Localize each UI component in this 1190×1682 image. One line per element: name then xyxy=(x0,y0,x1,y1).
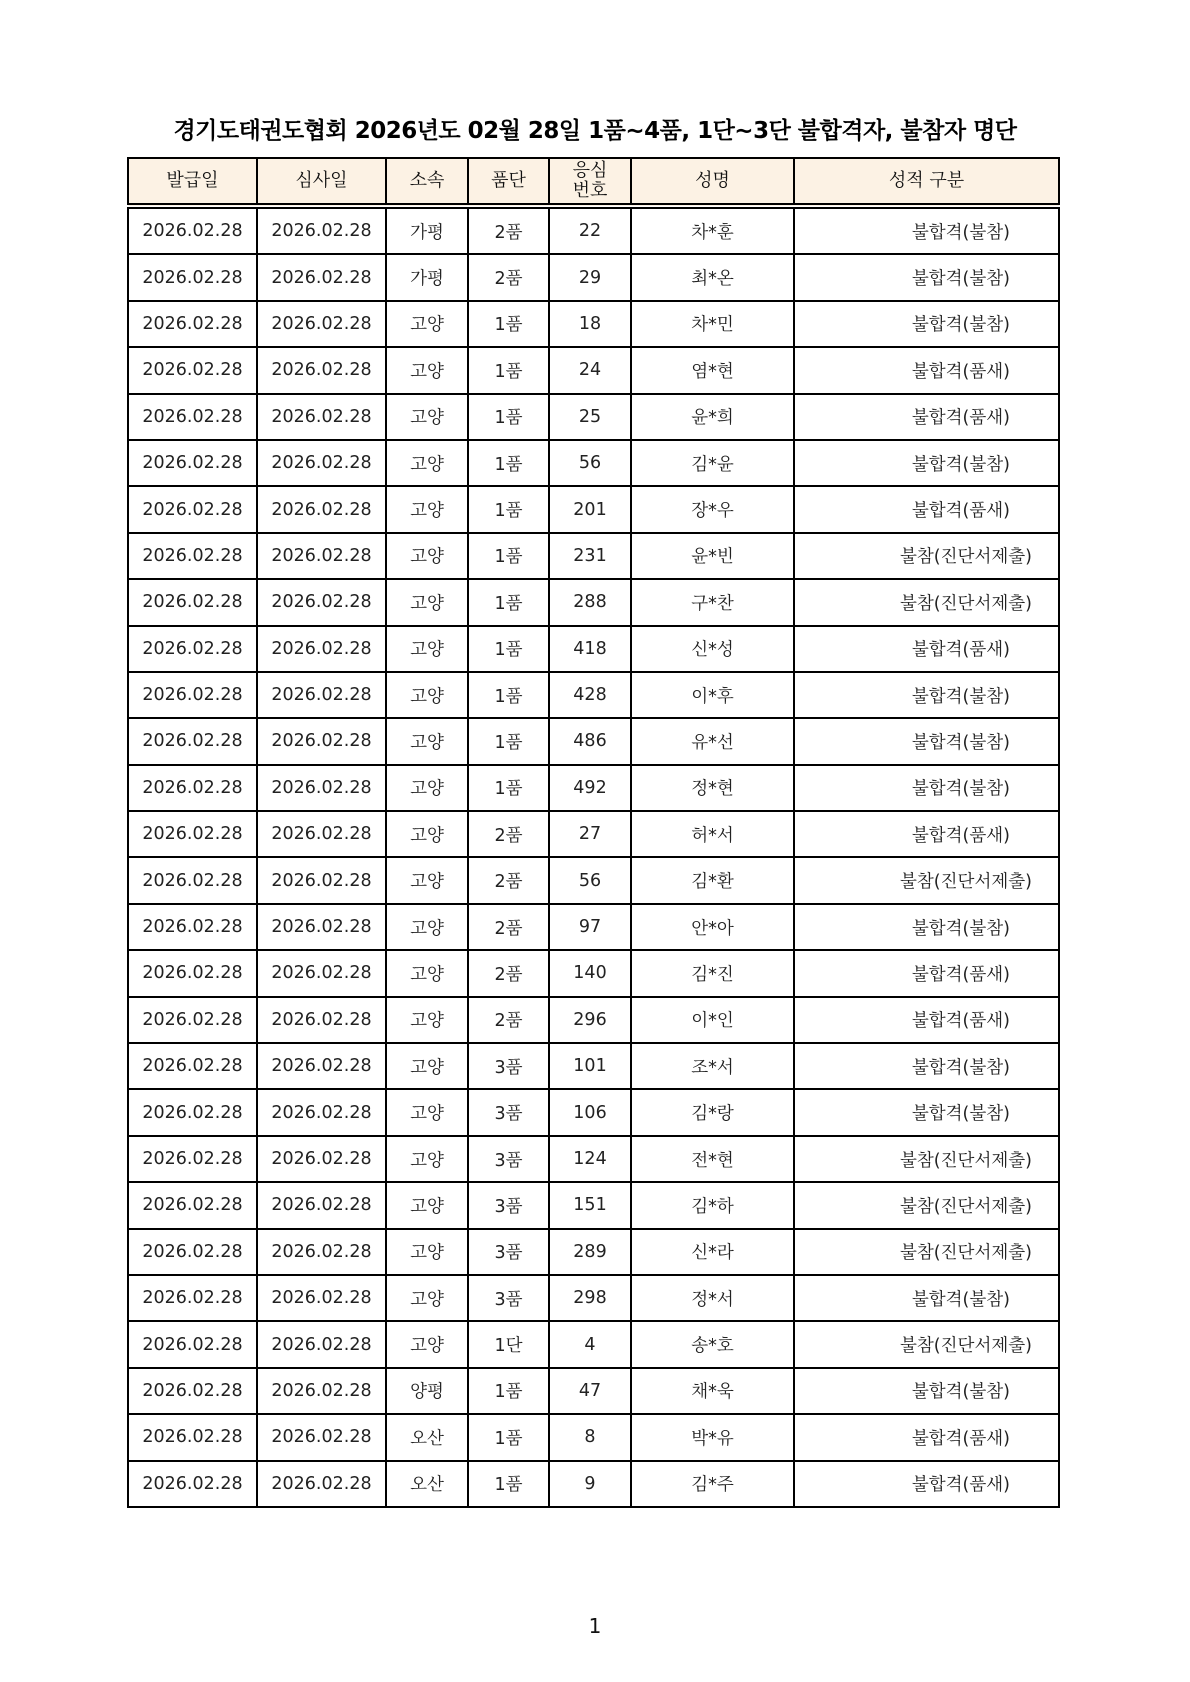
table-row xyxy=(128,1089,1059,1135)
cell-exam-date: 2026.02.28 xyxy=(257,1043,386,1089)
cell-rank: 2품 xyxy=(468,904,549,950)
cell-result: 불합격(불참) xyxy=(794,1043,1059,1089)
cell-result: 불합격(불참) xyxy=(794,254,1059,300)
col-header-exam-date: 심사일 xyxy=(257,158,386,206)
table-row xyxy=(128,579,1059,625)
cell-exam-date: 2026.02.28 xyxy=(257,811,386,857)
cell-name: 정*서 xyxy=(631,1275,794,1321)
cell-issue-date: 2026.02.28 xyxy=(128,1136,257,1182)
cell-issue-date: 2026.02.28 xyxy=(128,1321,257,1367)
cell-rank: 1품 xyxy=(468,765,549,811)
cell-result: 불합격(품새) xyxy=(794,394,1059,440)
cell-result: 불참(진단서제출) xyxy=(794,533,1059,579)
cell-branch: 고양 xyxy=(386,301,468,347)
cell-issue-date: 2026.02.28 xyxy=(128,394,257,440)
cell-exam-number: 9 xyxy=(549,1461,631,1507)
cell-name: 윤*빈 xyxy=(631,533,794,579)
cell-branch: 고양 xyxy=(386,997,468,1043)
cell-name: 정*현 xyxy=(631,765,794,811)
table-row xyxy=(128,1461,1059,1507)
cell-result: 불합격(품새) xyxy=(794,997,1059,1043)
cell-result: 불참(진단서제출) xyxy=(794,857,1059,903)
cell-exam-date: 2026.02.28 xyxy=(257,394,386,440)
cell-branch: 고양 xyxy=(386,1089,468,1135)
cell-exam-number: 124 xyxy=(549,1136,631,1182)
cell-issue-date: 2026.02.28 xyxy=(128,765,257,811)
cell-exam-number: 97 xyxy=(549,904,631,950)
cell-rank: 1품 xyxy=(468,486,549,532)
cell-branch: 고양 xyxy=(386,1275,468,1321)
table-row xyxy=(128,1321,1059,1367)
cell-name: 안*아 xyxy=(631,904,794,950)
cell-branch: 고양 xyxy=(386,1043,468,1089)
cell-name: 김*환 xyxy=(631,857,794,903)
cell-name: 신*성 xyxy=(631,626,794,672)
cell-exam-date: 2026.02.28 xyxy=(257,1414,386,1460)
cell-issue-date: 2026.02.28 xyxy=(128,301,257,347)
cell-exam-number: 288 xyxy=(549,579,631,625)
cell-rank: 3품 xyxy=(468,1043,549,1089)
cell-rank: 1품 xyxy=(468,626,549,672)
cell-exam-number: 231 xyxy=(549,533,631,579)
cell-issue-date: 2026.02.28 xyxy=(128,486,257,532)
cell-exam-date: 2026.02.28 xyxy=(257,347,386,393)
cell-exam-date: 2026.02.28 xyxy=(257,533,386,579)
table-row xyxy=(128,1275,1059,1321)
cell-exam-number: 140 xyxy=(549,950,631,996)
cell-exam-date: 2026.02.28 xyxy=(257,1461,386,1507)
cell-issue-date: 2026.02.28 xyxy=(128,1229,257,1275)
cell-issue-date: 2026.02.28 xyxy=(128,1461,257,1507)
cell-rank: 1품 xyxy=(468,672,549,718)
table-row xyxy=(128,301,1059,347)
cell-result: 불참(진단서제출) xyxy=(794,1136,1059,1182)
cell-rank: 1품 xyxy=(468,579,549,625)
cell-issue-date: 2026.02.28 xyxy=(128,950,257,996)
cell-result: 불합격(불참) xyxy=(794,301,1059,347)
table-row xyxy=(128,626,1059,672)
cell-exam-date: 2026.02.28 xyxy=(257,579,386,625)
cell-name: 허*서 xyxy=(631,811,794,857)
cell-issue-date: 2026.02.28 xyxy=(128,440,257,486)
cell-exam-number: 4 xyxy=(549,1321,631,1367)
cell-name: 차*훈 xyxy=(631,206,794,254)
cell-exam-date: 2026.02.28 xyxy=(257,1229,386,1275)
cell-exam-number: 201 xyxy=(549,486,631,532)
cell-result: 불합격(품새) xyxy=(794,347,1059,393)
cell-issue-date: 2026.02.28 xyxy=(128,579,257,625)
cell-issue-date: 2026.02.28 xyxy=(128,1043,257,1089)
cell-exam-date: 2026.02.28 xyxy=(257,672,386,718)
cell-name: 염*현 xyxy=(631,347,794,393)
cell-result: 불참(진단서제출) xyxy=(794,1321,1059,1367)
page-number: 1 xyxy=(588,1614,602,1638)
cell-exam-date: 2026.02.28 xyxy=(257,718,386,764)
cell-issue-date: 2026.02.28 xyxy=(128,1275,257,1321)
table-row xyxy=(128,394,1059,440)
cell-result: 불참(진단서제출) xyxy=(794,1182,1059,1228)
cell-issue-date: 2026.02.28 xyxy=(128,626,257,672)
cell-name: 조*서 xyxy=(631,1043,794,1089)
cell-issue-date: 2026.02.28 xyxy=(128,857,257,903)
cell-result: 불합격(불참) xyxy=(794,1089,1059,1135)
cell-issue-date: 2026.02.28 xyxy=(128,533,257,579)
cell-issue-date: 2026.02.28 xyxy=(128,254,257,300)
table-row xyxy=(128,1368,1059,1414)
table-header-row xyxy=(128,158,1059,206)
cell-name: 박*유 xyxy=(631,1414,794,1460)
cell-exam-number: 486 xyxy=(549,718,631,764)
cell-result: 불합격(품새) xyxy=(794,486,1059,532)
cell-exam-date: 2026.02.28 xyxy=(257,254,386,300)
cell-exam-date: 2026.02.28 xyxy=(257,440,386,486)
col-header-branch: 소속 xyxy=(386,158,468,206)
cell-name: 이*인 xyxy=(631,997,794,1043)
cell-branch: 고양 xyxy=(386,1182,468,1228)
table-row xyxy=(128,718,1059,764)
cell-exam-date: 2026.02.28 xyxy=(257,1275,386,1321)
cell-result: 불합격(품새) xyxy=(794,950,1059,996)
cell-branch: 오산 xyxy=(386,1414,468,1460)
cell-name: 윤*희 xyxy=(631,394,794,440)
cell-exam-date: 2026.02.28 xyxy=(257,1136,386,1182)
cell-branch: 고양 xyxy=(386,579,468,625)
cell-result: 불합격(불참) xyxy=(794,1275,1059,1321)
cell-name: 김*진 xyxy=(631,950,794,996)
cell-branch: 고양 xyxy=(386,718,468,764)
cell-rank: 1품 xyxy=(468,347,549,393)
cell-exam-date: 2026.02.28 xyxy=(257,765,386,811)
cell-result: 불합격(불참) xyxy=(794,672,1059,718)
table-row xyxy=(128,347,1059,393)
cell-rank: 3품 xyxy=(468,1089,549,1135)
cell-branch: 고양 xyxy=(386,394,468,440)
cell-exam-date: 2026.02.28 xyxy=(257,626,386,672)
table-row xyxy=(128,1136,1059,1182)
table-row xyxy=(128,1414,1059,1460)
cell-name: 김*하 xyxy=(631,1182,794,1228)
cell-rank: 1품 xyxy=(468,301,549,347)
table-row xyxy=(128,254,1059,300)
cell-exam-number: 24 xyxy=(549,347,631,393)
cell-result: 불합격(불참) xyxy=(794,718,1059,764)
cell-exam-number: 492 xyxy=(549,765,631,811)
cell-rank: 2품 xyxy=(468,997,549,1043)
cell-name: 유*선 xyxy=(631,718,794,764)
cell-issue-date: 2026.02.28 xyxy=(128,1368,257,1414)
cell-branch: 고양 xyxy=(386,440,468,486)
cell-exam-number: 56 xyxy=(549,440,631,486)
cell-name: 최*온 xyxy=(631,254,794,300)
cell-issue-date: 2026.02.28 xyxy=(128,672,257,718)
cell-exam-date: 2026.02.28 xyxy=(257,950,386,996)
cell-rank: 1품 xyxy=(468,533,549,579)
cell-exam-number: 18 xyxy=(549,301,631,347)
table-row xyxy=(128,811,1059,857)
table-row xyxy=(128,1043,1059,1089)
cell-branch: 고양 xyxy=(386,1229,468,1275)
col-header-exam-number xyxy=(549,158,631,206)
cell-branch: 가평 xyxy=(386,254,468,300)
table-row xyxy=(128,950,1059,996)
cell-name: 김*윤 xyxy=(631,440,794,486)
cell-exam-number: 22 xyxy=(549,206,631,254)
cell-name: 김*랑 xyxy=(631,1089,794,1135)
cell-result: 불합격(불참) xyxy=(794,1368,1059,1414)
cell-rank: 3품 xyxy=(468,1229,549,1275)
cell-exam-number: 27 xyxy=(549,811,631,857)
cell-rank: 2품 xyxy=(468,206,549,254)
page-title: 경기도태권도협회 2026년도 02월 28일 1품~4품, 1단~3단 불합격자, 불참자 명단 xyxy=(173,118,1017,144)
cell-result: 불합격(불참) xyxy=(794,765,1059,811)
cell-exam-number: 8 xyxy=(549,1414,631,1460)
cell-name: 차*민 xyxy=(631,301,794,347)
cell-rank: 3품 xyxy=(468,1275,549,1321)
table-row xyxy=(128,486,1059,532)
cell-exam-number: 151 xyxy=(549,1182,631,1228)
cell-branch: 고양 xyxy=(386,811,468,857)
cell-exam-date: 2026.02.28 xyxy=(257,486,386,532)
cell-result: 불합격(품새) xyxy=(794,1414,1059,1460)
cell-issue-date: 2026.02.28 xyxy=(128,1182,257,1228)
results-table xyxy=(127,157,1060,1508)
cell-branch: 고양 xyxy=(386,347,468,393)
cell-rank: 3품 xyxy=(468,1182,549,1228)
cell-exam-date: 2026.02.28 xyxy=(257,1182,386,1228)
cell-rank: 2품 xyxy=(468,811,549,857)
cell-branch: 양평 xyxy=(386,1368,468,1414)
cell-result: 불합격(불참) xyxy=(794,440,1059,486)
cell-exam-number: 101 xyxy=(549,1043,631,1089)
cell-result: 불합격(품새) xyxy=(794,1461,1059,1507)
cell-branch: 고양 xyxy=(386,950,468,996)
cell-branch: 고양 xyxy=(386,857,468,903)
cell-exam-date: 2026.02.28 xyxy=(257,301,386,347)
col-header-rank: 품단 xyxy=(468,158,549,206)
cell-rank: 1품 xyxy=(468,440,549,486)
cell-rank: 1품 xyxy=(468,1414,549,1460)
cell-rank: 2품 xyxy=(468,254,549,300)
cell-branch: 오산 xyxy=(386,1461,468,1507)
cell-result: 불참(진단서제출) xyxy=(794,1229,1059,1275)
cell-name: 신*라 xyxy=(631,1229,794,1275)
cell-exam-number: 298 xyxy=(549,1275,631,1321)
cell-exam-date: 2026.02.28 xyxy=(257,997,386,1043)
cell-branch: 고양 xyxy=(386,533,468,579)
cell-name: 이*후 xyxy=(631,672,794,718)
table-row xyxy=(128,206,1059,254)
cell-branch: 고양 xyxy=(386,1321,468,1367)
cell-name: 전*현 xyxy=(631,1136,794,1182)
cell-name: 장*우 xyxy=(631,486,794,532)
cell-branch: 고양 xyxy=(386,626,468,672)
cell-name: 채*욱 xyxy=(631,1368,794,1414)
cell-issue-date: 2026.02.28 xyxy=(128,347,257,393)
cell-rank: 1품 xyxy=(468,718,549,764)
cell-exam-number: 29 xyxy=(549,254,631,300)
cell-issue-date: 2026.02.28 xyxy=(128,811,257,857)
cell-result: 불합격(불참) xyxy=(794,206,1059,254)
cell-branch: 고양 xyxy=(386,1136,468,1182)
cell-exam-number: 25 xyxy=(549,394,631,440)
cell-issue-date: 2026.02.28 xyxy=(128,1089,257,1135)
cell-exam-date: 2026.02.28 xyxy=(257,1321,386,1367)
table-row xyxy=(128,997,1059,1043)
cell-rank: 3품 xyxy=(468,1136,549,1182)
cell-rank: 1단 xyxy=(468,1321,549,1367)
cell-exam-date: 2026.02.28 xyxy=(257,1089,386,1135)
col-header-result: 성적 구분 xyxy=(794,158,1059,206)
cell-exam-number: 296 xyxy=(549,997,631,1043)
table-row xyxy=(128,857,1059,903)
cell-exam-date: 2026.02.28 xyxy=(257,1368,386,1414)
col-header-exam-number-line1: 응심 xyxy=(572,160,608,181)
cell-issue-date: 2026.02.28 xyxy=(128,904,257,950)
cell-exam-number: 56 xyxy=(549,857,631,903)
cell-name: 김*주 xyxy=(631,1461,794,1507)
cell-exam-date: 2026.02.28 xyxy=(257,857,386,903)
cell-result: 불참(진단서제출) xyxy=(794,579,1059,625)
col-header-exam-number-line2: 번호 xyxy=(572,180,608,201)
cell-branch: 고양 xyxy=(386,765,468,811)
table-row xyxy=(128,904,1059,950)
cell-exam-number: 47 xyxy=(549,1368,631,1414)
cell-exam-date: 2026.02.28 xyxy=(257,206,386,254)
cell-issue-date: 2026.02.28 xyxy=(128,997,257,1043)
cell-rank: 2품 xyxy=(468,857,549,903)
cell-rank: 2품 xyxy=(468,950,549,996)
cell-name: 송*호 xyxy=(631,1321,794,1367)
cell-exam-number: 428 xyxy=(549,672,631,718)
cell-branch: 고양 xyxy=(386,904,468,950)
table-row xyxy=(128,440,1059,486)
table-row xyxy=(128,1182,1059,1228)
cell-rank: 1품 xyxy=(468,394,549,440)
cell-exam-date: 2026.02.28 xyxy=(257,904,386,950)
cell-exam-number: 418 xyxy=(549,626,631,672)
cell-exam-number: 106 xyxy=(549,1089,631,1135)
cell-branch: 가평 xyxy=(386,206,468,254)
cell-issue-date: 2026.02.28 xyxy=(128,718,257,764)
cell-branch: 고양 xyxy=(386,672,468,718)
cell-rank: 1품 xyxy=(468,1368,549,1414)
cell-result: 불합격(불참) xyxy=(794,904,1059,950)
table-row xyxy=(128,1229,1059,1275)
cell-result: 불합격(품새) xyxy=(794,811,1059,857)
cell-branch: 고양 xyxy=(386,486,468,532)
col-header-name: 성명 xyxy=(631,158,794,206)
table-body xyxy=(128,206,1059,1507)
cell-name: 구*찬 xyxy=(631,579,794,625)
table-row xyxy=(128,765,1059,811)
cell-exam-number: 289 xyxy=(549,1229,631,1275)
cell-rank: 1품 xyxy=(468,1461,549,1507)
col-header-issue-date: 발급일 xyxy=(128,158,257,206)
cell-issue-date: 2026.02.28 xyxy=(128,206,257,254)
cell-result: 불합격(품새) xyxy=(794,626,1059,672)
cell-issue-date: 2026.02.28 xyxy=(128,1414,257,1460)
table-row xyxy=(128,672,1059,718)
table-row xyxy=(128,533,1059,579)
